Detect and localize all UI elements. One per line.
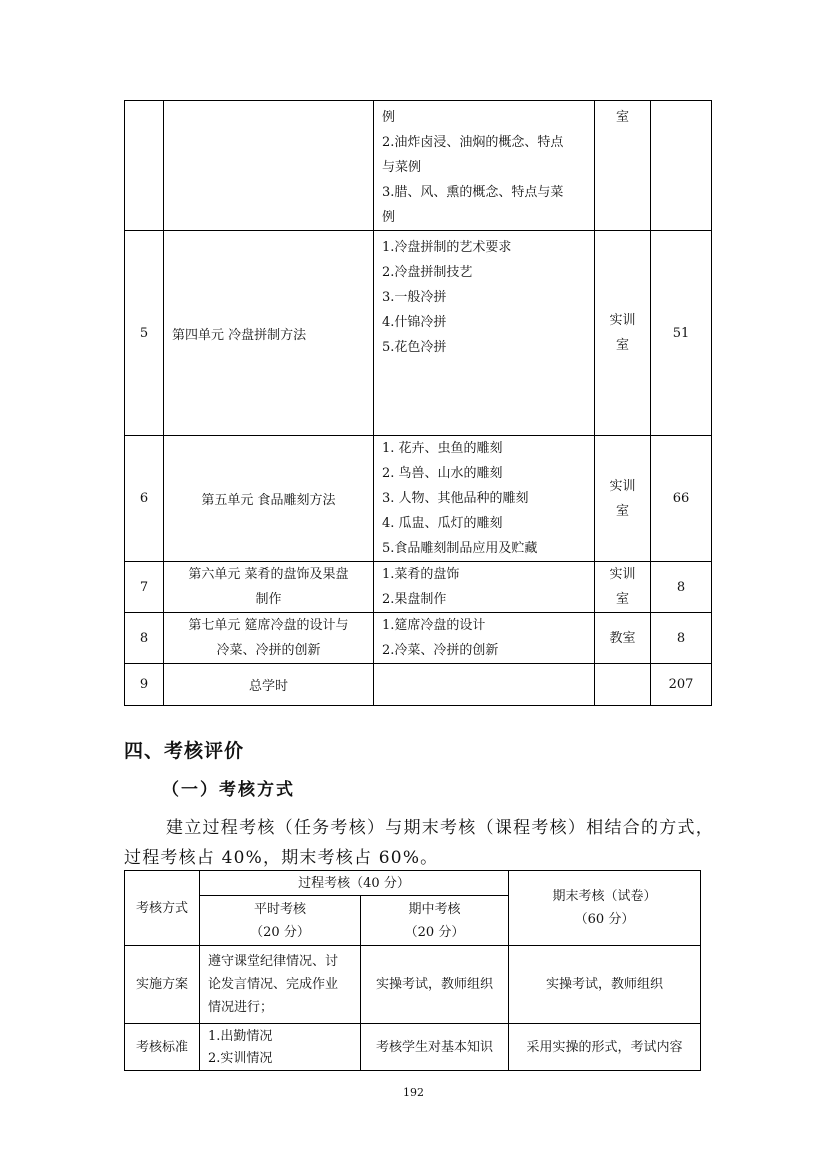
unit-title: [164, 562, 374, 613]
plan-regular-line: 遵守课堂纪律情况、讨: [208, 954, 339, 969]
unit-title-line: 制作: [255, 592, 282, 607]
unit-content: [374, 664, 595, 706]
row-number: [125, 101, 164, 231]
hours: 8: [651, 562, 712, 613]
content-line: 2.冷盘拼制技艺: [382, 265, 473, 280]
content-line: 2.冷菜、冷拼的创新: [382, 643, 499, 658]
hours: [651, 101, 712, 231]
course-schedule-table: [124, 100, 712, 706]
table-row: [125, 664, 712, 706]
content-line: 2. 鸟兽、山水的雕刻: [382, 466, 503, 481]
teaching-place: 教室: [595, 613, 651, 664]
unit-content: [374, 436, 595, 562]
standard-regular-line: 1.出勤情况: [208, 1029, 273, 1044]
content-line: 4. 瓜盅、瓜灯的雕刻: [382, 516, 503, 531]
unit-title: [164, 613, 374, 664]
place-line: 实训: [609, 478, 636, 494]
place-line: 室: [615, 592, 629, 607]
unit-content: [374, 231, 595, 436]
row-number: 7: [125, 562, 164, 613]
plan-regular-line: 论发言情况、完成作业: [208, 977, 339, 992]
assessment-table: [124, 870, 701, 1071]
hours: 8: [651, 613, 712, 664]
midterm-label-line: （20 分）: [404, 924, 465, 940]
content-line: 2.油炸卤浸、油焖的概念、特点: [382, 135, 564, 150]
plan-midterm: 实操考试，教师组织: [361, 946, 509, 1024]
table-row: [125, 562, 712, 613]
unit-title: 第五单元 食品雕刻方法: [164, 436, 374, 562]
content-line: 5.花色冷拼: [382, 340, 447, 355]
unit-title-line: 第七单元 筵席冷盘的设计与: [188, 618, 349, 633]
place-line: 实训: [609, 313, 636, 328]
content-line: 1.筵席冷盘的设计: [382, 618, 486, 633]
method-label: 考核方式: [125, 871, 200, 946]
unit-content: [374, 613, 595, 664]
content-line: 2.果盘制作: [382, 592, 447, 607]
unit-content: [374, 562, 595, 613]
content-line: 3.一般冷拼: [382, 290, 447, 305]
content-line: 5.食品雕刻制品应用及贮藏: [382, 541, 538, 556]
content-line: 1. 花卉、虫鱼的雕刻: [382, 441, 503, 456]
unit-title: 总学时: [164, 664, 374, 706]
assessment-paragraph: 建立过程考核（任务考核）与期末考核（课程考核）相结合的方式，过程考核占 40%，期末考核占 60%。: [124, 818, 714, 868]
process-label: 过程考核（40 分）: [200, 871, 509, 896]
hours: 207: [651, 664, 712, 706]
teaching-place: [595, 436, 651, 562]
teaching-place: [595, 562, 651, 613]
teaching-place: [595, 231, 651, 436]
page-number: 192: [403, 1086, 424, 1099]
plan-final: 实操考试，教师组织: [509, 946, 701, 1024]
unit-title: 第四单元 冷盘拼制方法: [164, 231, 374, 436]
standard-regular-line: 2.实训情况: [208, 1051, 273, 1066]
final-label-line: 期末考核（试卷）: [552, 889, 657, 904]
table-row: [125, 871, 701, 896]
place-line: 实训: [609, 567, 636, 582]
table-row: [125, 101, 712, 231]
plan-label: 实施方案: [125, 946, 200, 1024]
content-line: 1.菜肴的盘饰: [382, 567, 460, 582]
regular-label: [200, 896, 361, 946]
plan-regular: [200, 946, 361, 1024]
unit-content: [374, 101, 595, 231]
table-row: [125, 436, 712, 562]
row-number: 9: [125, 664, 164, 706]
section-heading: 四、考核评价: [124, 740, 245, 762]
regular-label-line: 平时考核: [253, 901, 306, 917]
row-number: 8: [125, 613, 164, 664]
content-line: 与菜例: [382, 160, 422, 175]
midterm-label-line: 期中考核: [408, 901, 461, 917]
hours: 51: [651, 231, 712, 436]
table-row: [125, 946, 701, 1024]
plan-regular-line: 情况进行；: [208, 1000, 274, 1015]
unit-title: [164, 101, 374, 231]
content-line: 3. 人物、其他品种的雕刻: [382, 491, 529, 506]
place-line: 室: [615, 503, 629, 519]
content-line: 例: [382, 110, 396, 125]
standard-midterm: 考核学生对基本知识: [361, 1024, 509, 1071]
hours: 66: [651, 436, 712, 562]
teaching-place: [595, 664, 651, 706]
standard-final: 采用实操的形式，考试内容: [509, 1024, 701, 1071]
row-number: 5: [125, 231, 164, 436]
place-line: 室: [615, 338, 629, 353]
unit-title-line: 第六单元 菜肴的盘饰及果盘: [188, 567, 349, 582]
standard-label: 考核标准: [125, 1024, 200, 1071]
content-line: 4.什锦冷拼: [382, 315, 447, 330]
final-label-line: （60 分）: [574, 912, 635, 927]
standard-regular: [200, 1024, 361, 1071]
final-label: [509, 871, 701, 946]
midterm-label: [361, 896, 509, 946]
unit-title-line: 冷菜、冷拼的创新: [216, 643, 321, 658]
table-row: [125, 231, 712, 436]
regular-label-line: （20 分）: [250, 924, 310, 940]
content-line: 例: [382, 210, 396, 225]
table-row: [125, 1024, 701, 1071]
content-line: 1.冷盘拼制的艺术要求: [382, 240, 512, 255]
content-line: 3.腊、风、熏的概念、特点与菜: [382, 185, 564, 200]
teaching-place: 室: [595, 101, 651, 231]
row-number: 6: [125, 436, 164, 562]
sub-heading: （一）考核方式: [162, 780, 295, 800]
table-row: [125, 613, 712, 664]
